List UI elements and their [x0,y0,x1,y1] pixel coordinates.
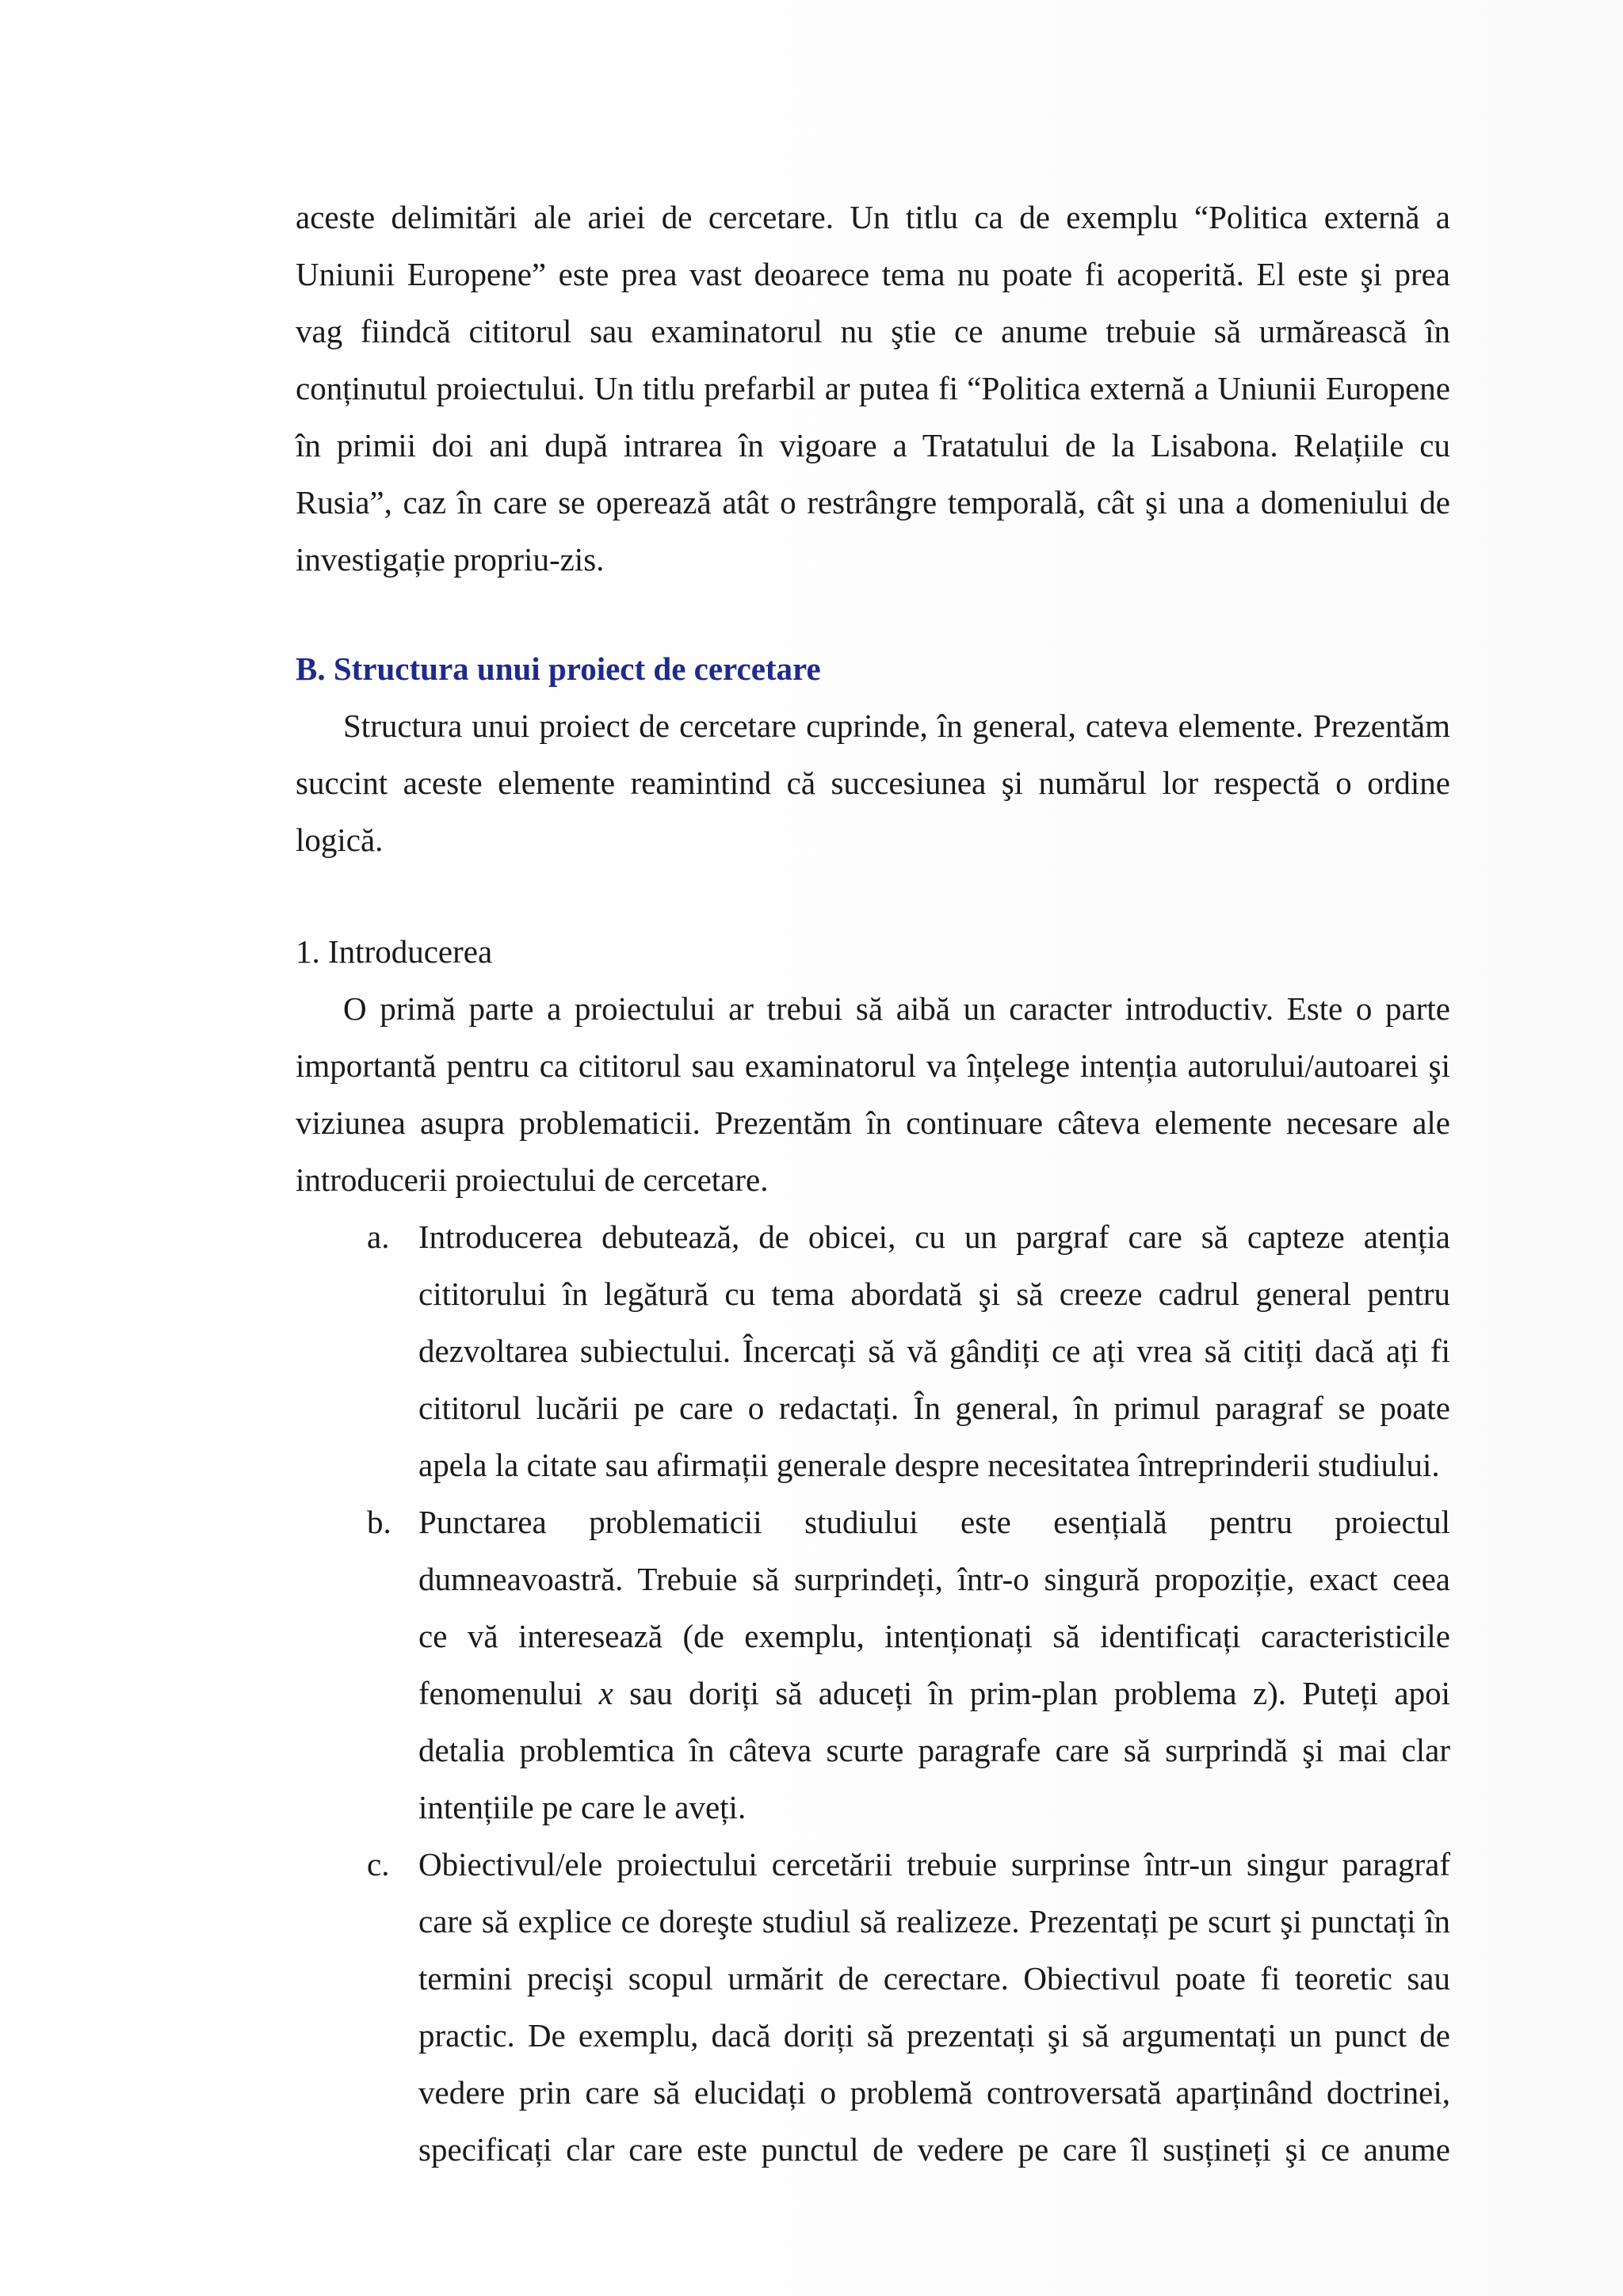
text-line: practic. De exemplu, dacă doriți să prezentați şi să argumentați un punct de [418,2017,1450,2054]
list-marker: a. [367,1219,390,1255]
text-line: intențiile pe care le aveți. [418,1789,747,1825]
text-line: dumneavoastră. Trebuie să surprindeți, într-o singură propoziție, exact ceea [418,1561,1450,1597]
text-line: în primii doi ani după intrarea în vigoare a Tratatului de la Lisabona. Relațiile cu [296,427,1450,463]
list-item [296,1493,1450,1836]
text-line: ce vă interesează (de exemplu, intenționați să identificați caracteristicile [418,1618,1450,1654]
text-line: cititorul lucării pe care o redactați. În general, în primul paragraf se poate [418,1390,1450,1426]
list-item [296,1208,1450,1493]
list-item [296,1836,1450,2178]
text-line: Structura unui proiect de cercetare cuprinde, în general, cateva elemente. Prezentăm [343,707,1450,744]
text-line: Uniunii Europene” este prea vast deoarece tema nu poate fi acoperită. El este şi prea [296,256,1450,292]
text-line-with-italic [418,1665,1450,1722]
text-line: aceste delimitări ale ariei de cercetare. Un titlu ca de exemplu “Politica externă a [296,199,1450,235]
text-line: Introducerea debutează, de obicei, cu un pargraf care să capteze atenția [418,1219,1450,1255]
subsection-title: 1. Introducerea [296,933,493,970]
text-line: logică. [296,822,384,858]
text-line: detalia problemtica în câteva scurte paragrafe care să surprindă şi mai clar [418,1732,1450,1768]
text-line: termini precişi scopul urmărit de cerectare. Obiectivul poate fi teoretic sau [418,1960,1450,1997]
text-line: specificați clar care este punctul de vedere pe care îl susțineți şi ce anume [418,2131,1450,2168]
list-marker: b. [367,1504,391,1540]
paragraph-structure [296,697,1450,868]
text-line: care să explice ce doreşte studiul să realizeze. Prezentați pe scurt şi punctați în [418,1903,1450,1939]
text-line: O primă parte a proiectului ar trebui să aibă un caracter introductiv. Este o parte [343,990,1450,1027]
paragraph-intro-context [296,189,1450,588]
text-line: investigație propriu-zis. [296,541,605,578]
text-line: dezvoltarea subiectului. Încercați să vă gândiți ce ați vrea să citiți dacă ați fi [418,1333,1450,1369]
list-marker: c. [367,1846,390,1882]
subsection-heading [296,923,1450,980]
text-line: vedere prin care să elucidați o problemă controversată aparținând doctrinei, [418,2074,1450,2111]
ordered-list [296,1208,1450,2178]
text-line: viziunea asupra problematicii. Prezentăm în continuare câteva elemente necesare ale [296,1104,1450,1141]
text-line: introducerii proiectului de cercetare. [296,1161,769,1198]
text-line: cititorului în legătură cu tema abordată şi să creeze cadrul general pentru [418,1276,1450,1312]
text-line: importantă pentru ca cititorul sau examinatorul va înțelege intenția autorului/autoarei şi [296,1047,1450,1084]
italic-text: fenomenului x sau doriți să aduceți în prim-plan problema z). Puteți apoi [418,1675,1450,1711]
text-line: Obiectivul/ele proiectului cercetării trebuie surprinse într-un singur paragraf [418,1846,1450,1882]
text-line: vag fiindcă cititorul sau examinatorul nu ştie ce anume trebuie să urmărească în [296,313,1450,349]
text-line: conținutul proiectului. Un titlu prefarbil ar putea fi “Politica externă a Uniunii Europene [296,370,1450,406]
text-line: Punctarea problematicii studiului este esențială pentru proiectul [418,1504,1450,1540]
text-line: succint aceste elemente reamintind că succesiunea şi numărul lor respectă o ordine [296,765,1450,801]
text-line: apela la citate sau afirmații generale despre necesitatea întreprinderii studiului. [418,1447,1440,1483]
section-heading: B. Structura unui proiect de cercetare [296,650,821,687]
text-line: Rusia”, caz în care se operează atât o restrângre temporală, cât şi una a domeniului de [296,484,1450,521]
paragraph-introducerea [296,980,1450,1208]
